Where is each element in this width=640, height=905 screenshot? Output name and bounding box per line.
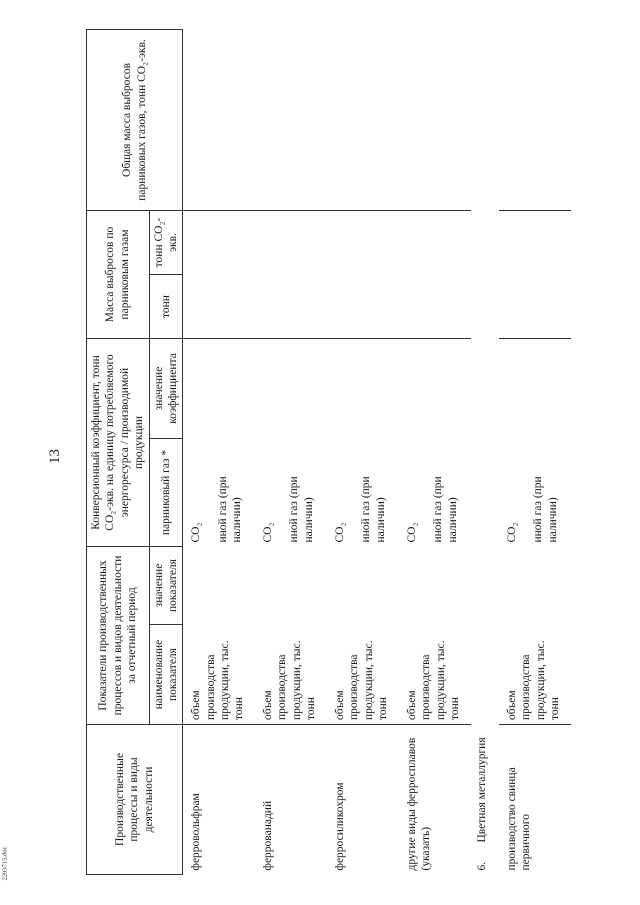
gas-cell (399, 439, 471, 547)
header-indicators: Показатели производственных процессов и видов деятельности за отчетный период (87, 547, 150, 725)
gas-cell (499, 439, 571, 547)
mass-co2eq (499, 210, 571, 274)
mass-co2eq (399, 210, 471, 274)
coefficient-value (183, 339, 255, 439)
process-name: ферровольфрам (190, 793, 203, 871)
gas-other: иной газ (при наличии) (432, 476, 459, 543)
mass-tonnes (399, 275, 471, 339)
table-row (327, 29, 399, 874)
indicator-value (327, 547, 399, 625)
mass-tonnes (255, 275, 327, 339)
process-name: ферросиликохром (333, 782, 346, 871)
mass-co2eq (255, 210, 327, 274)
process-name: феррованадий (261, 800, 274, 871)
coefficient-value (255, 339, 327, 439)
table-row (399, 29, 471, 874)
total-emissions (327, 29, 399, 210)
header-greenhouse-gas: парниковый газ * (149, 439, 183, 547)
table-row (255, 29, 327, 874)
section-number: 6. (475, 861, 488, 871)
section-heading (471, 29, 499, 874)
indicator-value (399, 547, 471, 625)
section-title: Цветная металлургия (475, 737, 488, 843)
gas-co2: CO₂ (190, 522, 203, 543)
table-row (499, 29, 571, 874)
gas-co2: CO₂ (261, 522, 274, 543)
indicator-name: объем производства продукции, тыс. тонн (327, 625, 399, 725)
coefficient-value (499, 339, 571, 439)
emissions-table-wrapper (86, 30, 634, 875)
gas-cell (183, 439, 255, 547)
header-mass-tonnes: тонн (149, 275, 183, 339)
header-coefficient-value: значение коэффициента (149, 339, 183, 439)
indicator-name: объем производства продукции, тыс. тонн (255, 625, 327, 725)
total-emissions (255, 29, 327, 210)
gas-cell (327, 439, 399, 547)
coefficient-value (399, 339, 471, 439)
gas-co2: CO₂ (333, 522, 346, 543)
gas-other: иной газ (при наличии) (360, 476, 387, 543)
header-emissions-mass: Масса выбросов по парниковым газам (87, 210, 150, 338)
indicator-value (183, 547, 255, 625)
document-code: 2203715.doc (1, 846, 9, 881)
header-processes: Производственные процессы и виды деятельности (87, 725, 183, 875)
gas-co2: CO₂ (505, 522, 518, 543)
gas-cell (255, 439, 327, 547)
table-row (183, 29, 255, 874)
indicator-value (255, 547, 327, 625)
gas-co2: CO₂ (405, 522, 418, 543)
process-name: другие виды ферросплавов (указать) (405, 737, 433, 871)
total-emissions (399, 29, 471, 210)
indicator-name: объем производства продукции, тыс. тонн (399, 625, 471, 725)
header-conversion-coefficient (87, 339, 150, 547)
header-indicator-value: значение показателя (149, 547, 183, 625)
indicator-value (499, 547, 571, 625)
indicator-name: объем производства продукции, тыс. тонн (499, 625, 571, 725)
page-number: 13 (47, 449, 63, 464)
mass-tonnes (183, 275, 255, 339)
header-coefficient-text: Конверсионный коэффициент, тонн CO₂-экв. на единицу потребляемого энергоресурса / производимой продукции (90, 354, 146, 531)
header-indicator-name: наименование показателя (149, 625, 183, 725)
mass-tonnes (327, 275, 399, 339)
mass-tonnes (499, 275, 571, 339)
gas-other: иной газ (при наличии) (288, 476, 315, 543)
gas-other: иной газ (при наличии) (532, 476, 559, 543)
mass-co2eq (183, 210, 255, 274)
section-row (471, 29, 499, 874)
process-name: производство свинца первичного (505, 767, 533, 871)
mass-co2eq (327, 210, 399, 274)
coefficient-value (327, 339, 399, 439)
total-emissions (183, 29, 255, 210)
total-emissions (499, 29, 571, 210)
indicator-name: объем производства продукции, тыс. тонн (183, 625, 255, 725)
header-mass-co2eq: тонн CO₂-экв. (149, 210, 183, 274)
emissions-table (86, 29, 571, 875)
gas-other: иной газ (при наличии) (216, 476, 243, 543)
header-total-emissions: Общая масса выбросов парниковых газов, тонн CO₂-экв. (87, 29, 183, 210)
